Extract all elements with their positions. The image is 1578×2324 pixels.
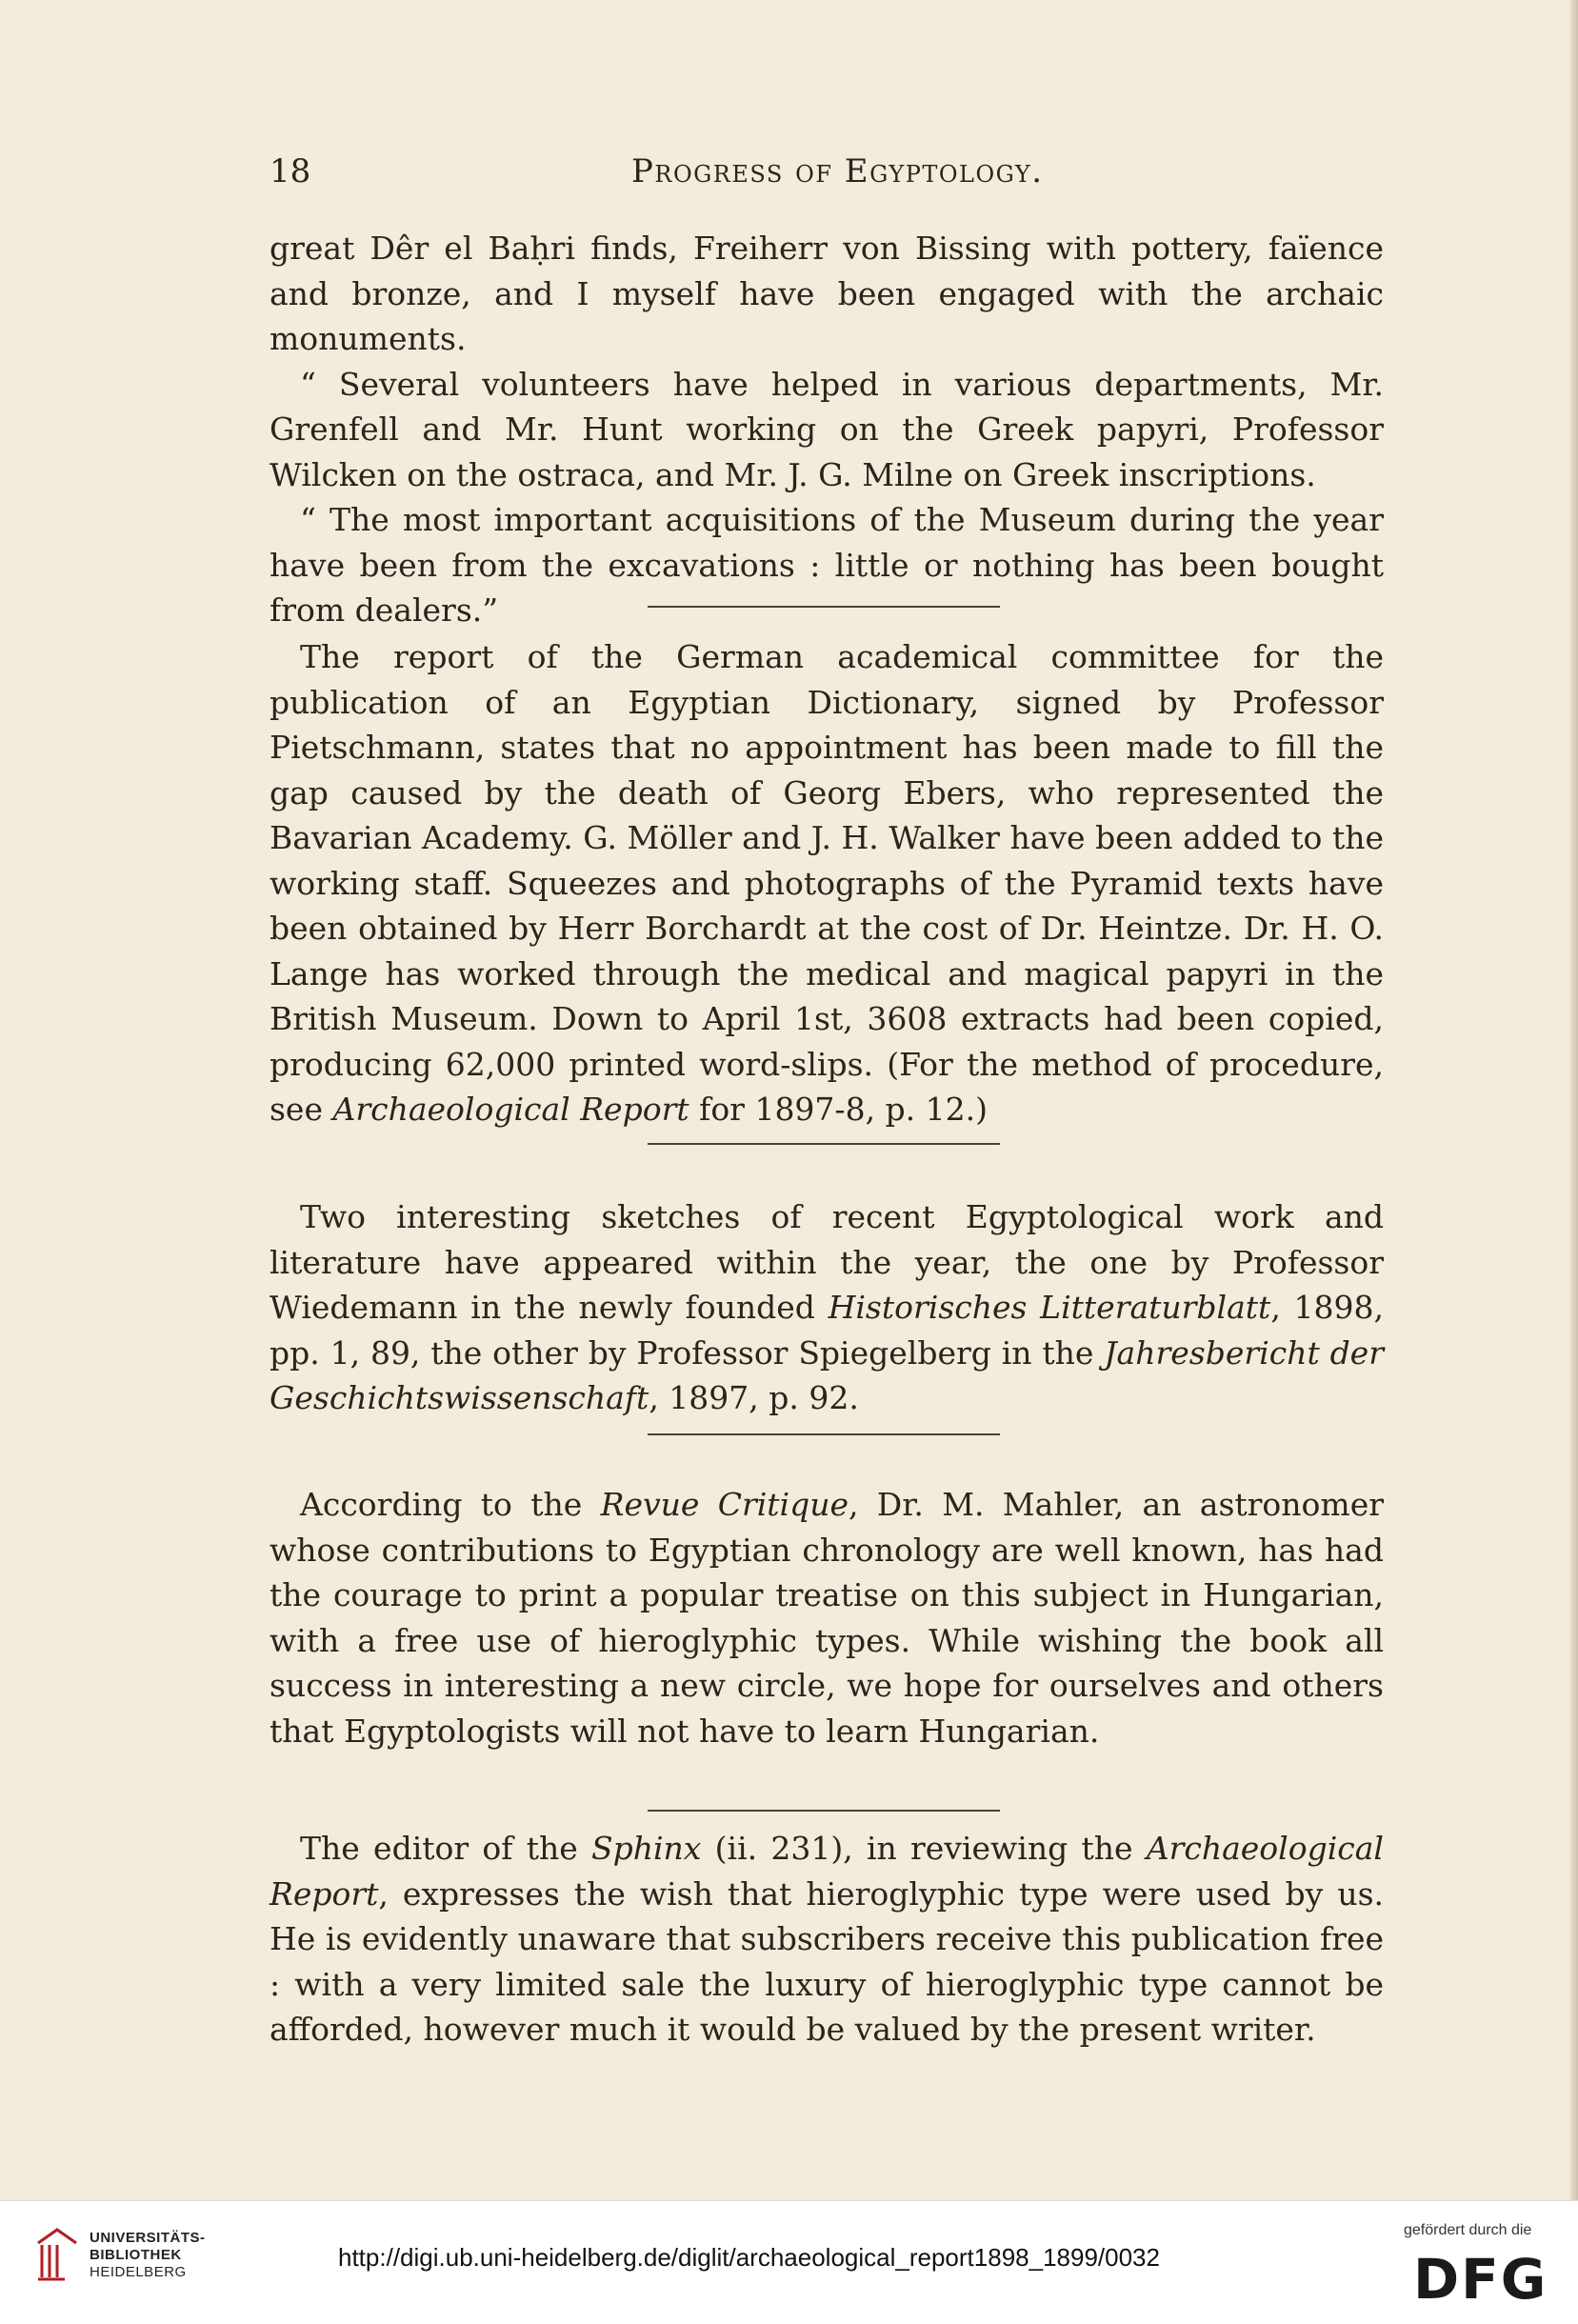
- paragraph: Two interesting sketches of recent Egyptological work and literature have appeared within the year, the one by Professor Wiedemann in the newly founded Historisches Litteraturblatt, 1898, pp. 1, 89, the other by Professor Spiegelberg in the Jahresbericht der Geschichtswissenschaft, 1897, p. 92.: [270, 1198, 1384, 1416]
- text-block-museum-quote: [270, 226, 1384, 633]
- paragraph: “ Several volunteers have helped in various departments, Mr. Grenfell and Mr. Hunt working on the Greek papyri, Professor Wilcken on the ostraca, and Mr. J. G. Milne on Greek inscriptions.: [270, 365, 1384, 493]
- text-block-mahler: [270, 1482, 1384, 1753]
- paragraph: The editor of the Sphinx (ii. 231), in reviewing the Archaeological Report, expresses the wish that hieroglyphic type were used by us. He is evidently unaware that subscribers receive this publication free : with a very limited sale the luxury of hieroglyphic type cannot be afforded, however much it would be valued by the present writer.: [270, 1830, 1384, 2048]
- library-logo-icon[interactable]: [36, 2226, 78, 2281]
- text-block-dictionary-report: [270, 634, 1384, 1132]
- library-name: UNIVERSITÄTS- BIBLIOTHEK HEIDELBERG: [90, 2230, 206, 2280]
- italic-title: Archaeological Report: [332, 1091, 689, 1128]
- italic-title: Archaeological Report: [270, 1830, 1384, 1913]
- running-head: Progress of Egyptology.: [631, 152, 1044, 190]
- viewer-footer: [0, 2200, 1578, 2324]
- paragraph: According to the Revue Critique, Dr. M. Mahler, an astronomer whose contributions to Egyptian chronology are well known, has had the courage to print a popular treatise on this subject in Hungarian, with a free use of hieroglyphic types. While wishing the book all success in interesting a new circle, we hope for ourselves and others that Egyptologists will not have to learn Hungarian.: [270, 1486, 1385, 1750]
- section-divider: [648, 606, 1000, 608]
- paragraph: The report of the German academical committee for the publication of an Egyptian Dictionary, signed by Professor Pietschmann, states that no appointment has been made to fill the gap caused by the death of Georg Ebers, who represented the Bavarian Academy. G. Möller and J. H. Walker have been added to the working staff. Squeezes and photographs of the Pyramid texts have been obtained by Herr Borchardt at the cost of Dr. Heintze. Dr. H. O. Lange has worked through the medical and magical papyri in the British Museum. Down to April 1st, 3608 extracts had been copied, producing 62,000 printed word-slips. (For the method of procedure, see Archaeological Report for 1897-8, p. 12.): [270, 638, 1384, 1128]
- text-block-sphinx: [270, 1826, 1384, 2053]
- page-header: [270, 152, 1384, 200]
- italic-title: Historisches Litteraturblatt: [828, 1289, 1271, 1326]
- paragraph: great Dêr el Baḥri finds, Freiherr von Bissing with pottery, faïence and bronze, and I myself have been engaged with the archaic monuments.: [270, 230, 1384, 357]
- paragraph: “ The most important acquisitions of the Museum during the year have been from the excavations : little or nothing has been bought from dealers.”: [270, 501, 1384, 629]
- italic-title: Revue Critique: [600, 1486, 849, 1523]
- dfg-logo[interactable]: DFG: [1413, 2247, 1548, 2312]
- section-divider: [648, 1810, 1000, 1812]
- permalink-url[interactable]: http://digi.ub.uni-heidelberg.de/diglit/archaeological_report1898_1899/0032: [338, 2243, 1160, 2272]
- page-edge-shadow: [1570, 0, 1578, 2200]
- page-number: 18: [270, 152, 311, 190]
- section-divider: [648, 1143, 1000, 1145]
- italic-title: Sphinx: [591, 1830, 702, 1867]
- section-divider: [648, 1433, 1000, 1435]
- text-block-sketches: [270, 1194, 1384, 1421]
- funded-by-label: gefördert durch die: [1404, 2222, 1532, 2238]
- italic-title: Jahresbericht der Geschichtswissenschaft: [270, 1333, 1384, 1416]
